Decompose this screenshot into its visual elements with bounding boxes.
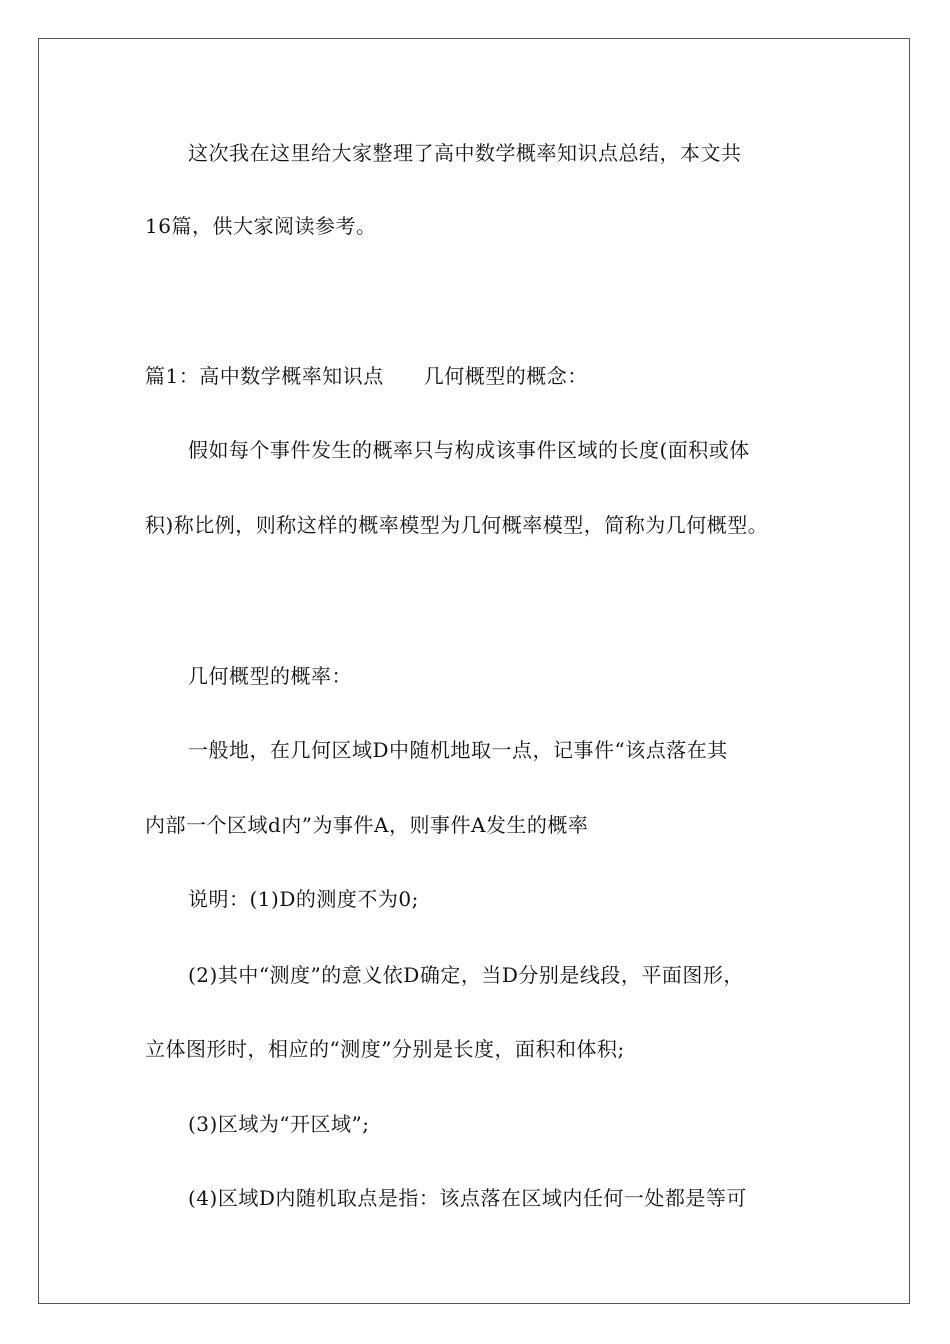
- note-line-1: 说明：(1)D的测度不为0;: [188, 887, 419, 911]
- probability-line-2: 内部一个区域d内”为事件A，则事件A发生的概率: [145, 813, 589, 837]
- note-line-3: (3)区域为“开区域”;: [188, 1112, 370, 1136]
- note-line-2b: 立体图形时，相应的“测度”分别是长度，面积和体积;: [145, 1037, 625, 1061]
- probability-title: 几何概型的概率：: [188, 664, 352, 688]
- concept-line-2: 积)称比例，则称这样的概率模型为几何概率模型，简称为几何概型。: [145, 513, 769, 537]
- section-heading-title: 篇1：高中数学概率知识点: [145, 364, 384, 388]
- note-line-2a: (2)其中“测度”的意义依D确定，当D分别是线段，平面图形，: [188, 963, 744, 987]
- intro-line-2: 16篇，供大家阅读参考。: [145, 214, 377, 238]
- concept-line-1: 假如每个事件发生的概率只与构成该事件区域的长度(面积或体: [188, 438, 750, 462]
- probability-line-1: 一般地，在几何区域D中随机地取一点，记事件“该点落在其: [188, 738, 728, 762]
- section-heading: [145, 362, 588, 390]
- note-line-4: (4)区域D内随机取点是指：该点落在区域内任何一处都是等可: [188, 1186, 747, 1210]
- section-heading-subtitle: 几何概型的概念：: [423, 364, 588, 388]
- intro-line-1: 这次我在这里给大家整理了高中数学概率知识点总结，本文共: [188, 141, 742, 165]
